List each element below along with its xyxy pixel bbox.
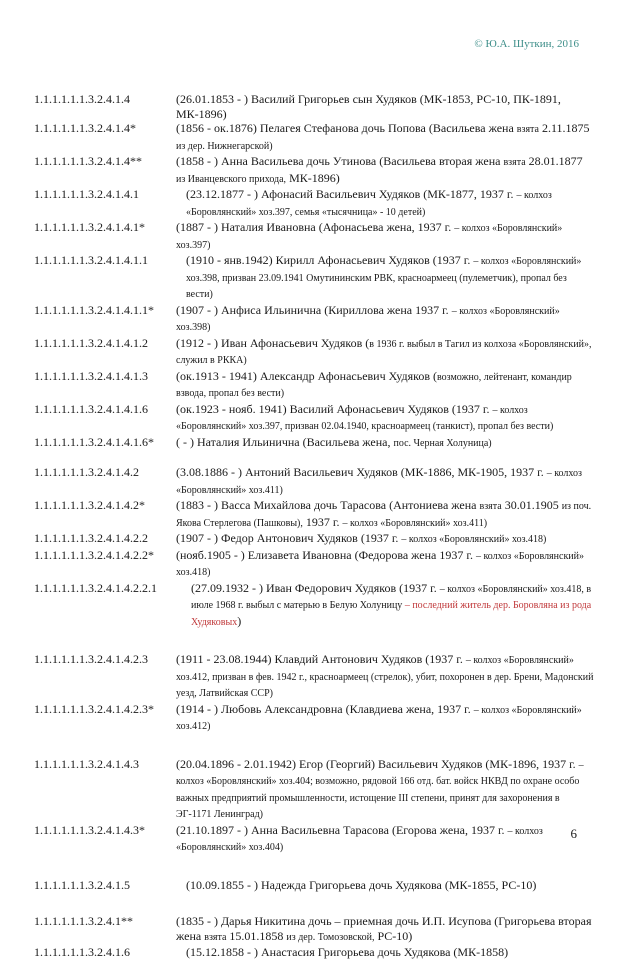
copyright-notice: © Ю.А. Шуткин, 2016 [474,38,579,50]
entry-number: 1.1.1.1.1.1.3.2.4.1.4.2.2 [34,531,148,545]
list-item [34,945,594,960]
list-item [34,154,594,187]
list-item [34,757,594,823]
entry-number: 1.1.1.1.1.1.3.2.4.1.4.2.2.1 [34,580,157,595]
list-item [34,465,594,498]
list-item [34,303,594,336]
list-item [34,402,594,435]
spacer [34,892,594,914]
entry-number: 1.1.1.1.1.1.3.2.4.1.4.2.2* [34,547,154,562]
entry-number: 1.1.1.1.1.1.3.2.4.1.4.1.6 [34,401,148,416]
list-item [34,878,594,893]
entry-text: (15.12.1858 - ) Анастасия Григорьева дочь Худякова (МК-1858) [186,945,509,959]
entry-number: 1.1.1.1.1.1.3.2.4.1.4.2 [34,465,139,479]
entry-text: (1907 - ) Федор Антонович Худяков (1937 г. – колхоз «Боровлянский» хоз.418) [176,531,547,545]
entry-number: 1.1.1.1.1.1.3.2.4.1.4.3 [34,756,139,771]
list-item [34,652,594,702]
entry-number: 1.1.1.1.1.1.3.2.4.1.4.3* [34,822,145,837]
entry-text: (1858 - ) Анна Васильева дочь Утинова (Васильева вторая жена взята 28.01.1877 из Иванцевского прихода, МК-1896) [176,154,583,185]
entry-text: (1912 - ) Иван Афонасьевич Худяков (в 1936 г. выбыл в Тагил из колхоза «Боровлянский», служил в РККА) [176,335,592,366]
list-item [34,121,594,154]
entry-text: (27.09.1932 - ) Иван Федорович Худяков (1937 г. – колхоз «Боровлянский» хоз.418, в июле 1968 г. выбыл с матерью в Белую Холуницу – последний житель дер. Боровляна из рода Худяковых) [191,580,592,628]
entry-number: 1.1.1.1.1.1.3.2.4.1.4* [34,121,136,135]
entry-number: 1.1.1.1.1.1.3.2.4.1.5 [34,877,130,892]
list-item [34,336,594,369]
entry-number: 1.1.1.1.1.1.3.2.4.1.4.2.3* [34,701,154,716]
entry-number: 1.1.1.1.1.1.3.2.4.1.4.1* [34,220,145,234]
entry-number: 1.1.1.1.1.1.3.2.4.1.4.1.2 [34,335,148,350]
spacer [34,735,594,757]
entry-number: 1.1.1.1.1.1.3.2.4.1.4.1.6* [34,434,154,449]
entry-number: 1.1.1.1.1.1.3.2.4.1.4.1.1 [34,253,148,267]
entry-text: (1911 - 23.08.1944) Клавдий Антонович Худяков (1937 г. – колхоз «Боровлянский» хоз.412, призван в фев. 1942 г., красноармеец (стрелок), убит, похоронен в дер. Брени, Мадонский уезд, Латвийская ССР) [176,652,594,699]
entry-text: (ок.1923 - нояб. 1941) Василий Афонасьевич Худяков (1937 г. – колхоз «Боровлянский» хоз.397, призван 02.04.1940, красноармеец (танкист), пропал без вести) [176,401,554,432]
list-item [34,548,594,581]
list-item [34,581,594,631]
entry-text: (21.10.1897 - ) Анна Васильевна Тарасова (Егорова жена, 1937 г. – колхоз «Боровлянский» хоз.404) [176,822,543,853]
entry-text: (10.09.1855 - ) Надежда Григорьева дочь Худякова (МК-1855, РС-10) [186,877,537,892]
entry-text: (1914 - ) Любовь Александровна (Клавдиева жена, 1937 г. – колхоз «Боровлянский» хоз.412) [176,701,582,732]
entry-number: 1.1.1.1.1.1.3.2.4.1.6 [34,945,130,959]
list-item [34,253,594,303]
entry-text: (нояб.1905 - ) Елизавета Ивановна (Федорова жена 1937 г. – колхоз «Боровлянский» хоз.418) [176,547,585,578]
spacer [34,451,594,465]
entry-number: 1.1.1.1.1.1.3.2.4.1.4.1 [34,187,139,201]
entry-number: 1.1.1.1.1.1.3.2.4.1.4.2.3 [34,652,148,666]
entry-text: (26.01.1853 - ) Василий Григорьев сын Худяков (МК-1853, РС-10, ПК-1891, МК-1896) [176,92,561,121]
list-item [34,498,594,531]
entry-text: (ок.1913 - 1941) Александр Афонасьевич Худяков (возможно, лейтенант, командир взвода, пропал без вести) [176,368,572,399]
page-number: 6 [570,826,577,841]
genealogy-list [34,92,594,960]
entry-text: (1883 - ) Васса Михайлова дочь Тарасова (Антониева жена взята 30.01.1905 из поч. Якова Стерлегова (Пашковы), 1937 г. – колхоз «Боровлянский» хоз.411) [176,498,592,529]
entry-text: (23.12.1877 - ) Афонасий Васильевич Худяков (МК-1877, 1937 г. – колхоз «Боровлянский» хоз.397, семья «тысячница» - 10 детей) [186,187,552,218]
entry-text: (3.08.1886 - ) Антоний Васильевич Худяков (МК-1886, МК-1905, 1937 г. – колхоз «Боровлянский» хоз.411) [176,465,582,496]
spacer [34,856,594,878]
entry-text: (1910 - янв.1942) Кирилл Афонасьевич Худяков (1937 г. – колхоз «Боровлянский» хоз.398, призван 23.09.1941 Омутининским РВК, красноармеец (пулеметчик), пропал без вести) [186,253,582,300]
entry-number: 1.1.1.1.1.1.3.2.4.1.4.2* [34,498,145,512]
list-item [34,435,594,452]
highlight-note: – последний житель дер. Боровляна из рода Худяковых [191,600,592,628]
list-item [34,187,594,220]
list-item [34,702,594,735]
entry-number: 1.1.1.1.1.1.3.2.4.1** [34,914,133,928]
list-item [34,531,594,548]
entry-text: ( - ) Наталия Ильинична (Васильева жена, пос. Черная Холуница) [176,434,492,449]
entry-text: (1835 - ) Дарья Никитина дочь – приемная дочь И.П. Исупова (Григорьева вторая жена взята 15.01.1858 из дер. Томозовской, РС-10) [176,914,592,943]
list-item [34,823,594,856]
entry-number: 1.1.1.1.1.1.3.2.4.1.4 [34,92,130,106]
list-item [34,220,594,253]
entry-text: (1856 - ок.1876) Пелагея Стефанова дочь Попова (Васильева жена взята 2.11.1875 из дер. Нижнегарской) [176,121,590,152]
entry-number: 1.1.1.1.1.1.3.2.4.1.4.1.3 [34,368,148,383]
list-item [34,914,594,945]
entry-text: (20.04.1896 - 2.01.1942) Егор (Георгий) Васильевич Худяков (МК-1896, 1937 г. – колхоз «Боровлянский» хоз.404; возможно, рядовой 166 отд. бат. войск НКВД по охране особо важных предприятий промышленности, истощение III степени, принят для захоронения в ЭГ-1171 Ленинград) [176,756,584,820]
list-item [34,92,594,121]
entry-number: 1.1.1.1.1.1.3.2.4.1.4.1.1* [34,302,154,317]
entry-text: (1887 - ) Наталия Ивановна (Афонасьева жена, 1937 г. – колхоз «Боровлянский» хоз.397) [176,220,563,251]
spacer [34,630,594,652]
entry-number: 1.1.1.1.1.1.3.2.4.1.4** [34,154,142,168]
list-item [34,369,594,402]
entry-text: (1907 - ) Анфиса Ильинична (Кириллова жена 1937 г. – колхоз «Боровлянский» хоз.398) [176,302,560,333]
